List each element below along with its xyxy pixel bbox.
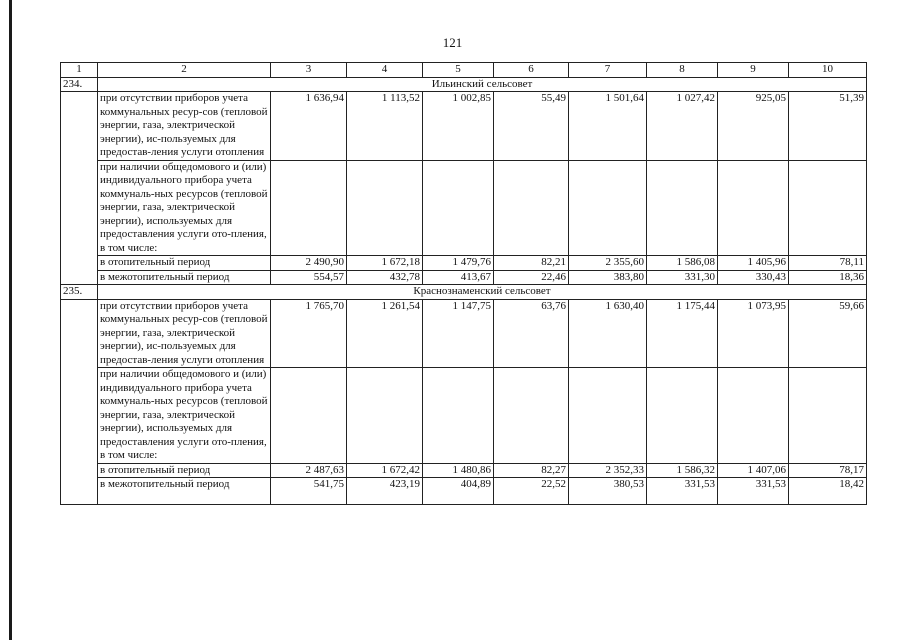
cell-value: 1 765,70 bbox=[271, 299, 347, 368]
cell-value bbox=[647, 368, 718, 464]
row-label: в отопительный период bbox=[98, 256, 271, 271]
cell-value: 2 487,63 bbox=[271, 463, 347, 478]
page-number: 121 bbox=[442, 35, 463, 50]
cell-value: 1 261,54 bbox=[347, 299, 423, 368]
column-header: 5 bbox=[423, 63, 494, 78]
cell-value: 1 175,44 bbox=[647, 299, 718, 368]
cell-value: 1 407,06 bbox=[718, 463, 789, 478]
cell-value bbox=[494, 160, 569, 256]
cell-value: 1 501,64 bbox=[569, 92, 647, 161]
cell-value: 1 113,52 bbox=[347, 92, 423, 161]
cell-value: 423,19 bbox=[347, 478, 423, 505]
cell-value bbox=[271, 160, 347, 256]
column-header: 1 bbox=[61, 63, 98, 78]
cell-value: 1 479,76 bbox=[423, 256, 494, 271]
cell-value: 380,53 bbox=[569, 478, 647, 505]
row-label: при отсутствии приборов учета коммунальных ресур-сов (тепловой энергии, газа, электрической энергии), ис-пользуемых для предостав-ления услуги отопления bbox=[98, 299, 271, 368]
cell-value: 413,67 bbox=[423, 270, 494, 285]
table-row bbox=[61, 463, 867, 478]
cell-value: 331,30 bbox=[647, 270, 718, 285]
cell-value bbox=[569, 368, 647, 464]
binding-line bbox=[9, 0, 12, 640]
table-row bbox=[61, 478, 867, 505]
table-row bbox=[61, 368, 867, 464]
column-header: 9 bbox=[718, 63, 789, 78]
cell-value bbox=[347, 368, 423, 464]
tariff-table bbox=[60, 62, 867, 505]
column-header: 2 bbox=[98, 63, 271, 78]
cell-value bbox=[647, 160, 718, 256]
row-label: в межотопительный период bbox=[98, 270, 271, 285]
cell-value bbox=[718, 368, 789, 464]
row-label: в отопительный период bbox=[98, 463, 271, 478]
row-label: при отсутствии приборов учета коммунальных ресур-сов (тепловой энергии, газа, электрической энергии), ис-пользуемых для предостав-ления услуги отопления bbox=[98, 92, 271, 161]
cell-value: 1 405,96 bbox=[718, 256, 789, 271]
cell-value: 59,66 bbox=[789, 299, 867, 368]
cell-value: 22,46 bbox=[494, 270, 569, 285]
row-label: при наличии общедомового и (или) индивидуального прибора учета коммуналь-ных ресурсов (тепловой энергии, газа, электрической энергии), используемых для предоставления услуги ото-пления, в том числе: bbox=[98, 160, 271, 256]
cell-value: 1 636,94 bbox=[271, 92, 347, 161]
cell-value: 82,27 bbox=[494, 463, 569, 478]
section-row bbox=[61, 77, 867, 92]
row-label: в межотопительный период bbox=[98, 478, 271, 505]
cell-value: 18,42 bbox=[789, 478, 867, 505]
cell-value: 1 586,32 bbox=[647, 463, 718, 478]
cell-value bbox=[789, 368, 867, 464]
table-row bbox=[61, 160, 867, 256]
cell-value: 331,53 bbox=[718, 478, 789, 505]
table-row bbox=[61, 299, 867, 368]
column-header: 3 bbox=[271, 63, 347, 78]
cell-value: 18,36 bbox=[789, 270, 867, 285]
section-row bbox=[61, 285, 867, 300]
cell-value: 1 002,85 bbox=[423, 92, 494, 161]
section-index: 234. bbox=[61, 77, 98, 92]
cell-value: 1 147,75 bbox=[423, 299, 494, 368]
cell-value: 1 073,95 bbox=[718, 299, 789, 368]
cell-value bbox=[789, 160, 867, 256]
table-row bbox=[61, 256, 867, 271]
cell-value: 78,11 bbox=[789, 256, 867, 271]
column-header: 4 bbox=[347, 63, 423, 78]
cell-value: 330,43 bbox=[718, 270, 789, 285]
cell-value: 2 355,60 bbox=[569, 256, 647, 271]
cell-value: 1 672,18 bbox=[347, 256, 423, 271]
section-index: 235. bbox=[61, 285, 98, 300]
cell-value: 331,53 bbox=[647, 478, 718, 505]
cell-value: 432,78 bbox=[347, 270, 423, 285]
cell-value: 22,52 bbox=[494, 478, 569, 505]
table-row bbox=[61, 92, 867, 161]
column-number-row bbox=[61, 63, 867, 78]
cell-value: 1 480,86 bbox=[423, 463, 494, 478]
cell-value: 925,05 bbox=[718, 92, 789, 161]
cell-value: 1 586,08 bbox=[647, 256, 718, 271]
cell-value bbox=[423, 160, 494, 256]
row-label: при наличии общедомового и (или) индивидуального прибора учета коммуналь-ных ресурсов (тепловой энергии, газа, электрической энергии), используемых для предоставления услуги ото-пления, в том числе: bbox=[98, 368, 271, 464]
cell-value: 541,75 bbox=[271, 478, 347, 505]
column-header: 8 bbox=[647, 63, 718, 78]
cell-value: 554,57 bbox=[271, 270, 347, 285]
cell-value: 78,17 bbox=[789, 463, 867, 478]
section-title: Краснознаменский сельсовет bbox=[98, 285, 867, 300]
cell-value: 55,49 bbox=[494, 92, 569, 161]
cell-value bbox=[494, 368, 569, 464]
cell-value: 82,21 bbox=[494, 256, 569, 271]
column-header: 7 bbox=[569, 63, 647, 78]
section-title: Ильинский сельсовет bbox=[98, 77, 867, 92]
cell-value: 1 672,42 bbox=[347, 463, 423, 478]
column-header: 6 bbox=[494, 63, 569, 78]
cell-value: 383,80 bbox=[569, 270, 647, 285]
cell-value bbox=[569, 160, 647, 256]
cell-value: 1 027,42 bbox=[647, 92, 718, 161]
cell-value bbox=[423, 368, 494, 464]
cell-value: 51,39 bbox=[789, 92, 867, 161]
cell-value bbox=[271, 368, 347, 464]
cell-value bbox=[718, 160, 789, 256]
cell-value: 404,89 bbox=[423, 478, 494, 505]
cell-value: 2 352,33 bbox=[569, 463, 647, 478]
table-row bbox=[61, 270, 867, 285]
cell-value: 1 630,40 bbox=[569, 299, 647, 368]
cell-value: 63,76 bbox=[494, 299, 569, 368]
cell-value bbox=[347, 160, 423, 256]
column-header: 10 bbox=[789, 63, 867, 78]
cell-value: 2 490,90 bbox=[271, 256, 347, 271]
